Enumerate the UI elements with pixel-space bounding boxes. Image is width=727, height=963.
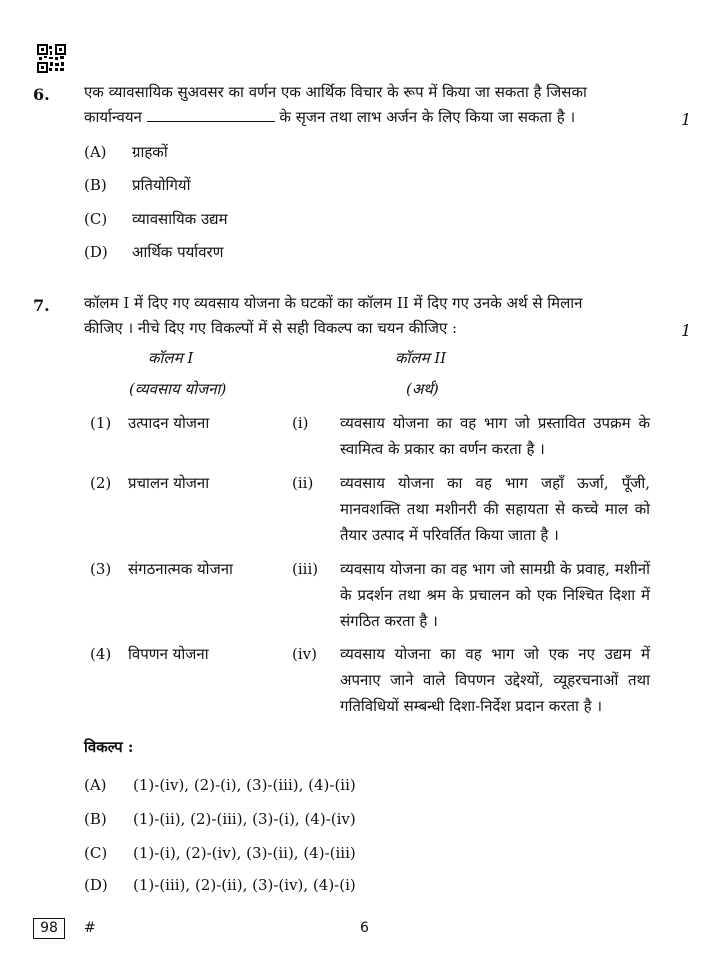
page-number: 6 <box>360 920 369 936</box>
question-7-number: 7. <box>33 296 50 315</box>
paper-code-box: 98 <box>33 918 65 939</box>
question-6-line-1: एक व्यावसायिक सुअवसर का वर्णन एक आर्थिक विचार के रूप में किया जा सकता है जिसका <box>84 83 587 101</box>
question-6-line-2: कार्यान्वयन के सृजन तथा लाभ अर्जन के लिए किया जा सकता है । <box>84 108 576 126</box>
options-heading: विकल्प : <box>84 738 134 756</box>
footer-hash: # <box>84 920 96 936</box>
column-2-title: कॉलम II <box>395 349 447 367</box>
fill-in-blank <box>147 107 275 122</box>
column-1-title: कॉलम I <box>148 349 194 367</box>
question-7-line-2: कीजिए । नीचे दिए गए विकल्पों में से सही विकल्प का चयन कीजिए : <box>84 319 458 337</box>
question-6-text <box>84 80 654 130</box>
qr-code-icon <box>37 44 66 73</box>
column-2-subtitle: (अर्थ) <box>406 380 439 398</box>
question-7-marks: 1 <box>681 321 692 340</box>
question-6-number: 6. <box>33 85 50 104</box>
column-1-subtitle: (व्यवसाय योजना) <box>129 380 227 398</box>
question-7-text <box>84 291 654 341</box>
question-6-marks: 1 <box>681 110 692 129</box>
question-7-line-1: कॉलम I में दिए गए व्यवसाय योजना के घटकों का कॉलम II में दिए गए उनके अर्थ से मिलान <box>84 294 583 312</box>
